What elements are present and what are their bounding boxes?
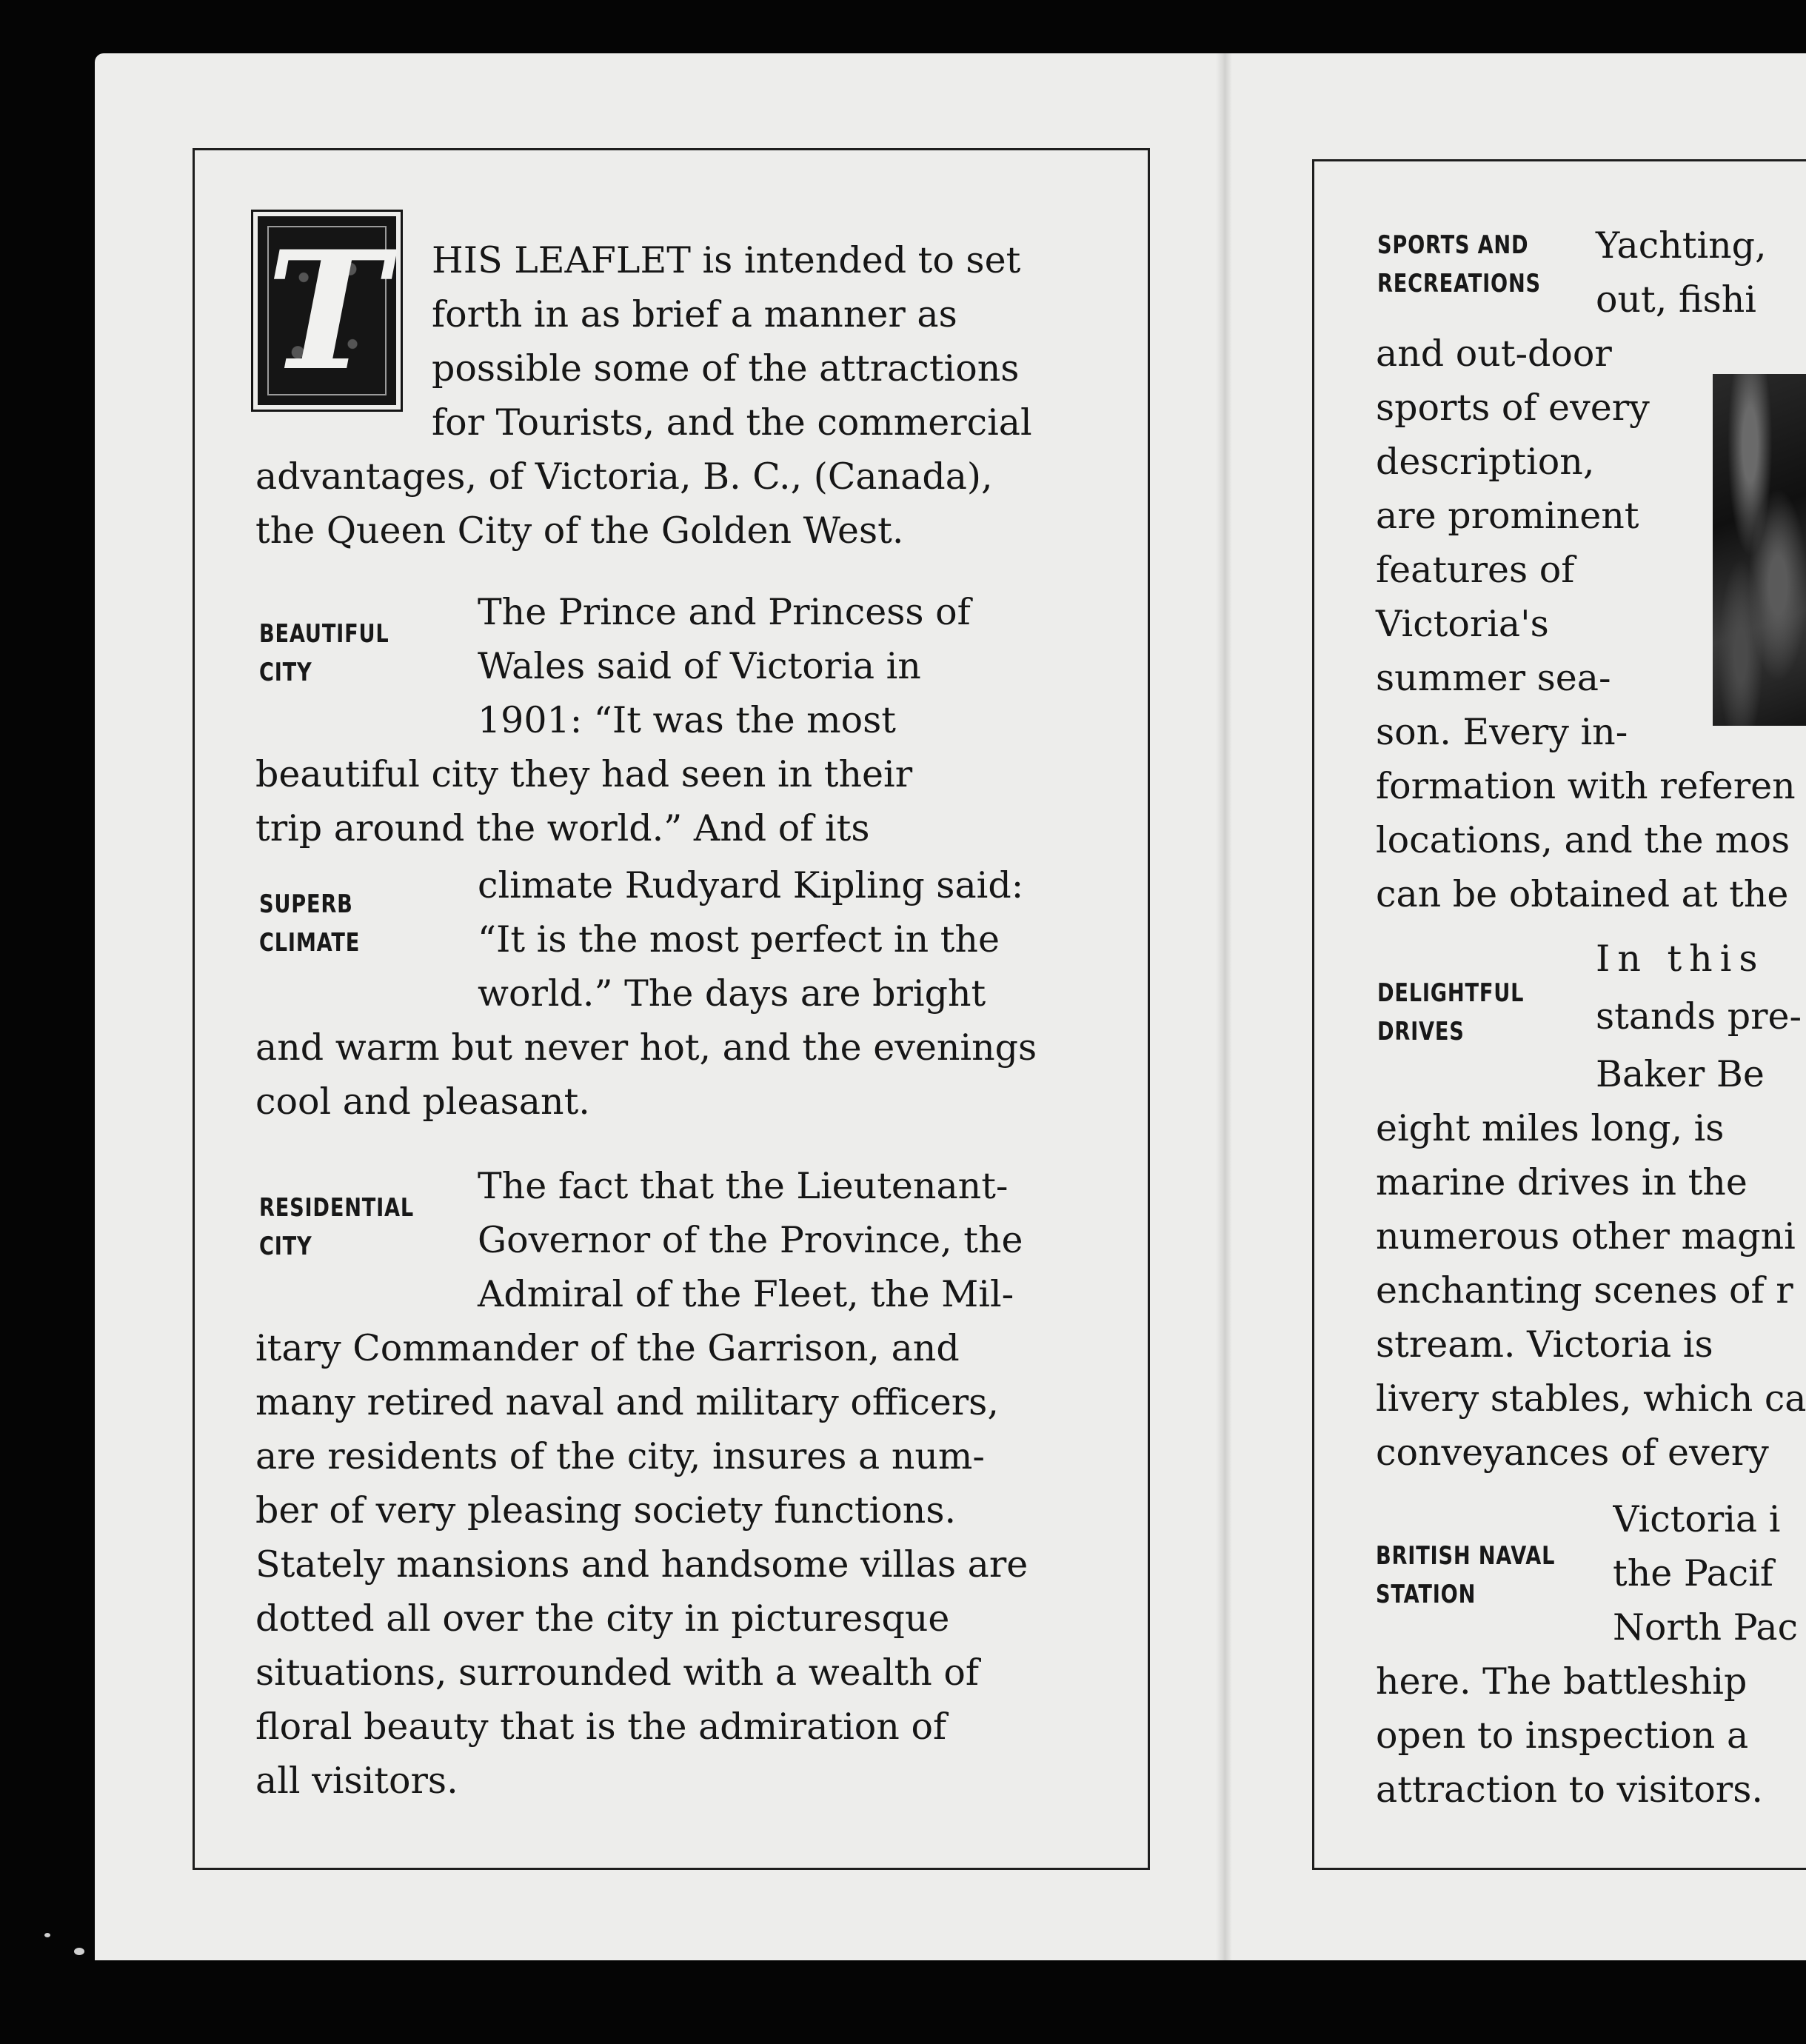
text-line: summer sea- bbox=[1376, 657, 1611, 699]
heading-line: RECREATIONS bbox=[1377, 269, 1541, 298]
text-line: numerous other magni bbox=[1376, 1215, 1796, 1258]
intro-line-3: possible some of the attractions bbox=[432, 347, 1020, 390]
text-line: stands pre- bbox=[1596, 995, 1802, 1038]
text-line: stream. Victoria is bbox=[1376, 1323, 1713, 1366]
text-line: eight miles long, is bbox=[1376, 1107, 1725, 1149]
scan-speck bbox=[74, 1948, 84, 1955]
heading-line: SUPERB bbox=[259, 889, 353, 919]
text-line: North Pac bbox=[1613, 1606, 1799, 1649]
heading-line: CITY bbox=[259, 658, 312, 687]
text-line: are prominent bbox=[1376, 495, 1639, 537]
text-line: the Pacif bbox=[1613, 1552, 1774, 1594]
text-line: Victoria's bbox=[1376, 603, 1549, 645]
intro-line-2: forth in as brief a manner as bbox=[432, 293, 957, 335]
text-line: formation with referen bbox=[1376, 765, 1796, 807]
text-line: out, fishi bbox=[1596, 278, 1756, 321]
text-line: floral beauty that is the admiration of bbox=[255, 1706, 947, 1748]
scan-speck bbox=[44, 1933, 50, 1937]
text-line: Governor of the Province, the bbox=[478, 1219, 1023, 1261]
section-heading-residential-city bbox=[259, 1189, 414, 1266]
intro-line-1: HIS LEAFLET is intended to set bbox=[432, 239, 1021, 281]
text-line: and warm but never hot, and the evenings bbox=[255, 1026, 1037, 1069]
sports-photo bbox=[1713, 374, 1806, 726]
text-line: Baker Be bbox=[1596, 1053, 1765, 1095]
text-line: climate Rudyard Kipling said: bbox=[478, 864, 1024, 906]
section-heading-sports-and-recreations bbox=[1377, 226, 1541, 303]
intro-line-6: the Queen City of the Golden West. bbox=[255, 510, 904, 552]
text-line: sports of every bbox=[1376, 387, 1650, 429]
heading-line: RESIDENTIAL bbox=[259, 1193, 415, 1223]
text-line: are residents of the city, insures a num- bbox=[255, 1435, 985, 1477]
text-line: dotted all over the city in picturesque bbox=[255, 1597, 950, 1640]
drop-cap-ornament bbox=[258, 216, 396, 405]
section-heading-beautiful-city bbox=[259, 615, 389, 692]
heading-line: CITY bbox=[259, 1232, 312, 1261]
heading-line: DRIVES bbox=[1377, 1017, 1465, 1046]
heading-line: BRITISH NAVAL bbox=[1376, 1541, 1556, 1571]
heading-line: DELIGHTFUL bbox=[1377, 978, 1525, 1008]
text-line: The fact that the Lieutenant- bbox=[478, 1165, 1009, 1207]
text-line: 1901: “It was the most bbox=[478, 699, 896, 741]
text-line: The Prince and Princess of bbox=[478, 591, 971, 633]
text-line: Victoria i bbox=[1613, 1498, 1781, 1540]
text-line: enchanting scenes of r bbox=[1376, 1269, 1793, 1312]
text-line: Admiral of the Fleet, the Mil- bbox=[478, 1273, 1014, 1315]
text-line: Stately mansions and handsome villas are bbox=[255, 1543, 1029, 1586]
heading-line: STATION bbox=[1376, 1580, 1476, 1609]
section-heading-superb-climate bbox=[259, 885, 360, 962]
heading-line: CLIMATE bbox=[259, 928, 361, 958]
text-line: here. The battleship bbox=[1376, 1660, 1748, 1703]
text-line: open to inspection a bbox=[1376, 1714, 1749, 1757]
page-gutter bbox=[1216, 53, 1232, 1960]
text-line: beautiful city they had seen in their bbox=[255, 753, 913, 795]
text-line: world.” The days are bright bbox=[478, 972, 986, 1015]
section-heading-delightful-drives bbox=[1377, 974, 1524, 1051]
text-line: Wales said of Victoria in bbox=[478, 645, 921, 687]
text-line: cool and pleasant. bbox=[255, 1081, 590, 1123]
text-line: many retired naval and military officers, bbox=[255, 1381, 999, 1423]
section-heading-british-naval-station bbox=[1376, 1537, 1555, 1614]
text-line: Yachting, bbox=[1596, 224, 1767, 267]
text-line: trip around the world.” And of its bbox=[255, 807, 870, 849]
text-line: conveyances of every bbox=[1376, 1432, 1769, 1474]
text-line: features of bbox=[1376, 549, 1575, 591]
text-line: “It is the most perfect in the bbox=[478, 918, 1000, 961]
intro-line-4: for Tourists, and the commercial bbox=[432, 401, 1032, 444]
text-line: son. Every in- bbox=[1376, 711, 1628, 753]
text-line: marine drives in the bbox=[1376, 1161, 1748, 1203]
intro-line-5: advantages, of Victoria, B. C., (Canada), bbox=[255, 455, 993, 498]
text-line: In this bbox=[1596, 938, 1765, 980]
drop-cap-letter: T bbox=[266, 215, 388, 407]
heading-line: BEAUTIFUL bbox=[259, 619, 389, 649]
text-line: all visitors. bbox=[255, 1760, 458, 1802]
text-line: situations, surrounded with a wealth of bbox=[255, 1651, 979, 1694]
text-line: and out-door bbox=[1376, 333, 1612, 375]
text-line: ber of very pleasing society functions. bbox=[255, 1489, 957, 1532]
heading-line: SPORTS AND bbox=[1377, 230, 1529, 260]
text-line: livery stables, which ca bbox=[1376, 1377, 1806, 1420]
text-line: description, bbox=[1376, 441, 1595, 483]
text-line: can be obtained at the bbox=[1376, 873, 1789, 915]
text-line: locations, and the mos bbox=[1376, 819, 1790, 861]
text-line: attraction to visitors. bbox=[1376, 1769, 1763, 1811]
text-line: itary Commander of the Garrison, and bbox=[255, 1327, 960, 1369]
